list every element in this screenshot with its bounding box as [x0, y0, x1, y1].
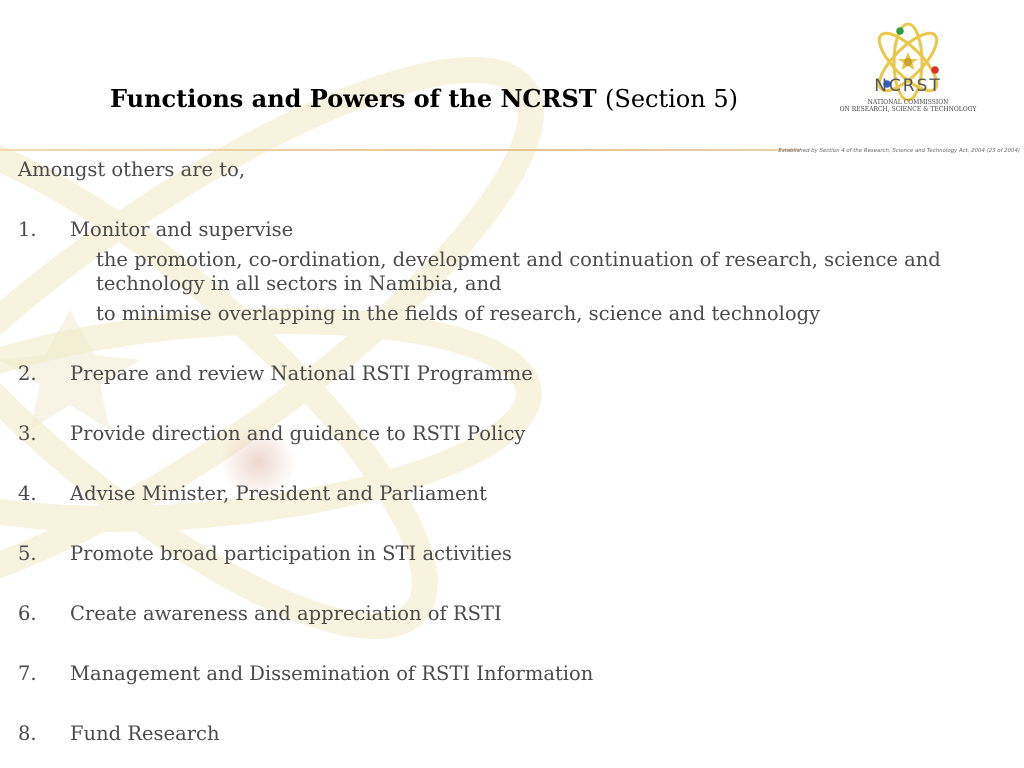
list-item-number: 6.: [18, 602, 37, 625]
list-item-1: [18, 218, 1008, 242]
list-item-2: [18, 362, 1008, 386]
slide-body: [18, 158, 1008, 746]
list-item-number: 5.: [18, 542, 37, 565]
title-divider: [0, 149, 800, 151]
list-item-number: 2.: [18, 362, 37, 385]
list-item-6: [18, 602, 1008, 626]
slide-title-main: Functions and Powers of the NCRST: [110, 84, 597, 113]
list-item-text: Promote broad participation in STI activities: [70, 542, 512, 565]
list-item-text: Prepare and review National RSTI Programme: [70, 362, 533, 385]
list-item-text: Provide direction and guidance to RSTI Policy: [70, 422, 526, 445]
list-item-text: Create awareness and appreciation of RSTI: [70, 602, 502, 625]
list-subitem: to minimise overlapping in the fields of research, science and technology: [96, 302, 821, 325]
list-item-5: [18, 542, 1008, 566]
slide-title: [110, 84, 738, 113]
list-item-8: [18, 722, 1008, 746]
list-item-3: [18, 422, 1008, 446]
list-item-text: Fund Research: [70, 722, 220, 745]
list-item-text: Advise Minister, President and Parliament: [70, 482, 487, 505]
list-item-number: 4.: [18, 482, 37, 505]
intro-text: Amongst others are to,: [18, 158, 246, 181]
list-item-7: [18, 662, 1008, 686]
logo-subtitle-line2: ON RESEARCH, SCIENCE & TECHNOLOGY: [839, 106, 977, 113]
logo-wordmark: NCRST: [874, 76, 942, 96]
list-item-number: 8.: [18, 722, 37, 745]
logo-subtitle-line1: NATIONAL COMMISSION: [867, 99, 949, 106]
list-item-number: 1.: [18, 218, 37, 241]
slide-title-section: (Section 5): [605, 85, 738, 113]
list-item-text: Monitor and supervise: [70, 218, 294, 241]
list-item-text: Management and Dissemination of RSTI Information: [70, 662, 594, 685]
list-item-number: 7.: [18, 662, 37, 685]
list-subitem: the promotion, co-ordination, development and continuation of research, science and technology in all sectors in Namibia, and: [96, 248, 941, 295]
established-note: Established by Section 4 of the Research, Science and Technology Act, 2004 (23 of 2004): [778, 148, 1020, 154]
list-item-number: 3.: [18, 422, 37, 445]
logo-subtitle: [838, 99, 978, 113]
list-item-4: [18, 482, 1008, 506]
